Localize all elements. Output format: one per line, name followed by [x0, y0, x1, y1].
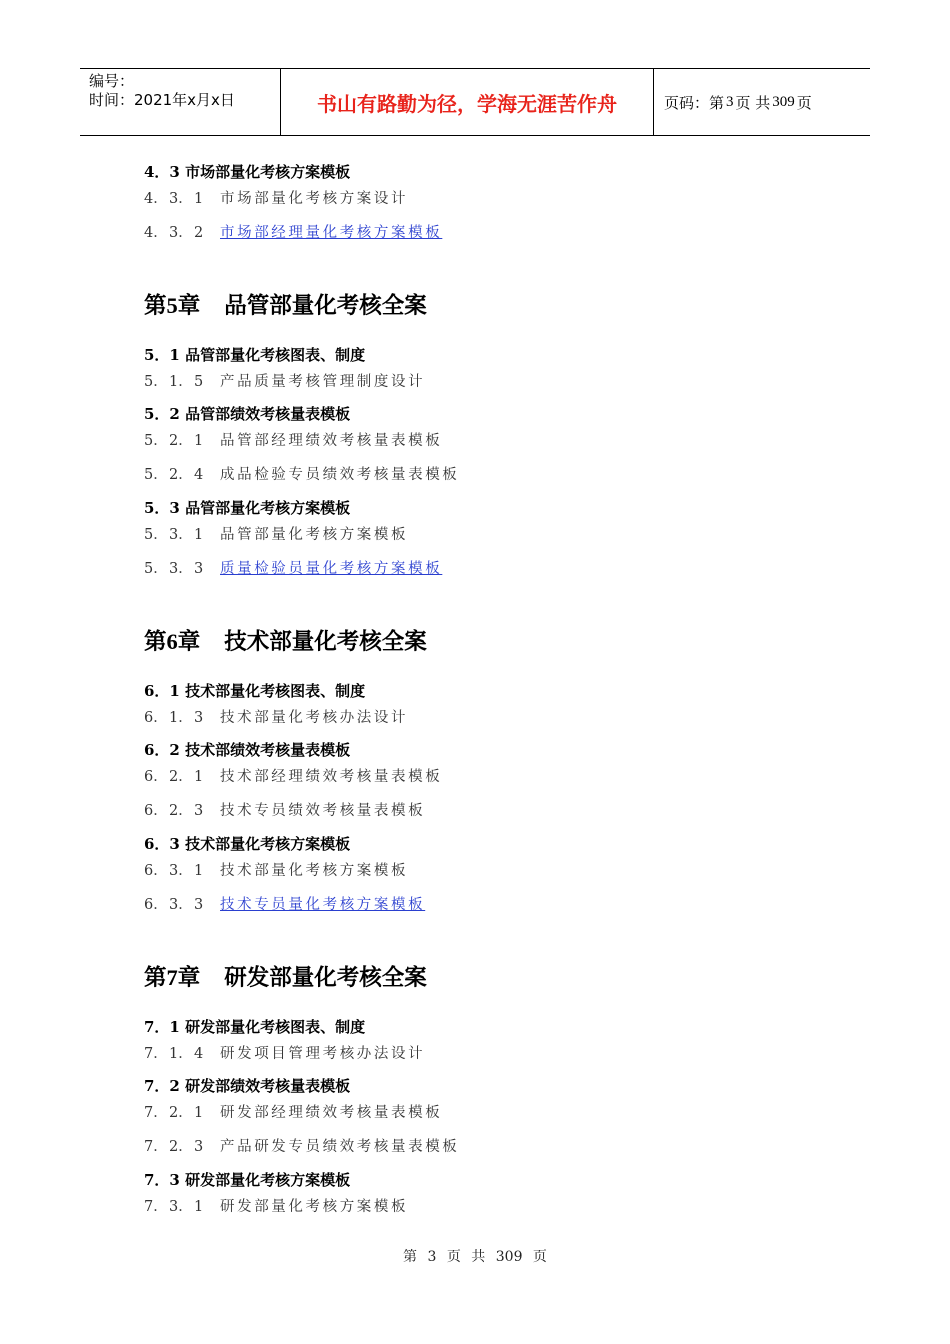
toc-section-heading[interactable]: 7．2 研发部绩效考核量表模板	[144, 1077, 351, 1095]
toc-section-heading[interactable]: 5．2 品管部绩效考核量表模板	[144, 405, 351, 423]
page-footer: 第 3 页 共 309 页	[403, 1249, 547, 1265]
toc-section-heading[interactable]: 6．3 技术部量化考核方案模板	[144, 835, 351, 853]
toc-section-heading[interactable]: 4．3 市场部量化考核方案模板	[144, 163, 351, 181]
toc-section-heading[interactable]: 7．3 研发部量化考核方案模板	[144, 1171, 351, 1189]
toc-section-heading[interactable]: 7．1 研发部量化考核图表、制度	[144, 1018, 366, 1036]
toc-entry[interactable]: 6．1．3 技术部量化考核办法设计	[144, 710, 409, 726]
toc-section-heading[interactable]: 6．2 技术部绩效考核量表模板	[144, 741, 351, 759]
toc-entry[interactable]: 6．2．3 技术专员绩效考核量表模板	[144, 803, 426, 819]
time-label: 时间：2021年x月x日	[89, 91, 235, 109]
toc-section-heading[interactable]: 5．1 品管部量化考核图表、制度	[144, 346, 366, 364]
toc-section-heading[interactable]: 6．1 技术部量化考核图表、制度	[144, 682, 366, 700]
chapter-heading[interactable]: 第6章 技术部量化考核全案	[144, 629, 427, 655]
toc-entry[interactable]: 5．3．1 品管部量化考核方案模板	[144, 527, 409, 543]
chapter-heading[interactable]: 第5章 品管部量化考核全案	[144, 293, 427, 319]
toc-entry[interactable]: 4．3．1 市场部量化考核方案设计	[144, 191, 409, 207]
toc-entry-link[interactable]: 6．3．3 技术专员量化考核方案模板	[144, 897, 426, 913]
toc-entry[interactable]: 7．2．3 产品研发专员绩效考核量表模板	[144, 1139, 460, 1155]
page-number: 3	[726, 93, 734, 110]
toc-entry[interactable]: 6．2．1 技术部经理绩效考核量表模板	[144, 769, 443, 785]
toc-entry[interactable]: 7．3．1 研发部量化考核方案模板	[144, 1199, 409, 1215]
chapter-heading[interactable]: 第7章 研发部量化考核全案	[144, 965, 427, 991]
header-page-info	[654, 69, 870, 135]
toc-entry[interactable]: 5．2．1 品管部经理绩效考核量表模板	[144, 433, 443, 449]
toc-entry[interactable]: 7．1．4 研发项目管理考核办法设计	[144, 1046, 426, 1062]
header-motto: 书山有路勤为径，学海无涯苦作舟	[281, 69, 654, 135]
toc-entry[interactable]: 5．2．4 成品检验专员绩效考核量表模板	[144, 467, 460, 483]
page-header	[80, 68, 870, 136]
page-prefix: 页码：第	[664, 93, 725, 112]
page-suffix: 页	[796, 93, 812, 112]
page-total: 309	[772, 93, 795, 110]
toc-entry[interactable]: 5．1．5 产品质量考核管理制度设计	[144, 374, 426, 390]
toc-entry[interactable]: 7．2．1 研发部经理绩效考核量表模板	[144, 1105, 443, 1121]
toc-entry[interactable]: 6．3．1 技术部量化考核方案模板	[144, 863, 409, 879]
code-label: 编号：	[89, 72, 135, 90]
toc-entry-link[interactable]: 5．3．3 质量检验员量化考核方案模板	[144, 561, 443, 577]
header-meta	[80, 69, 281, 135]
page-mid: 页 共	[735, 93, 771, 112]
toc-entry-link[interactable]: 4．3．2 市场部经理量化考核方案模板	[144, 225, 443, 241]
toc-section-heading[interactable]: 5．3 品管部量化考核方案模板	[144, 499, 351, 517]
